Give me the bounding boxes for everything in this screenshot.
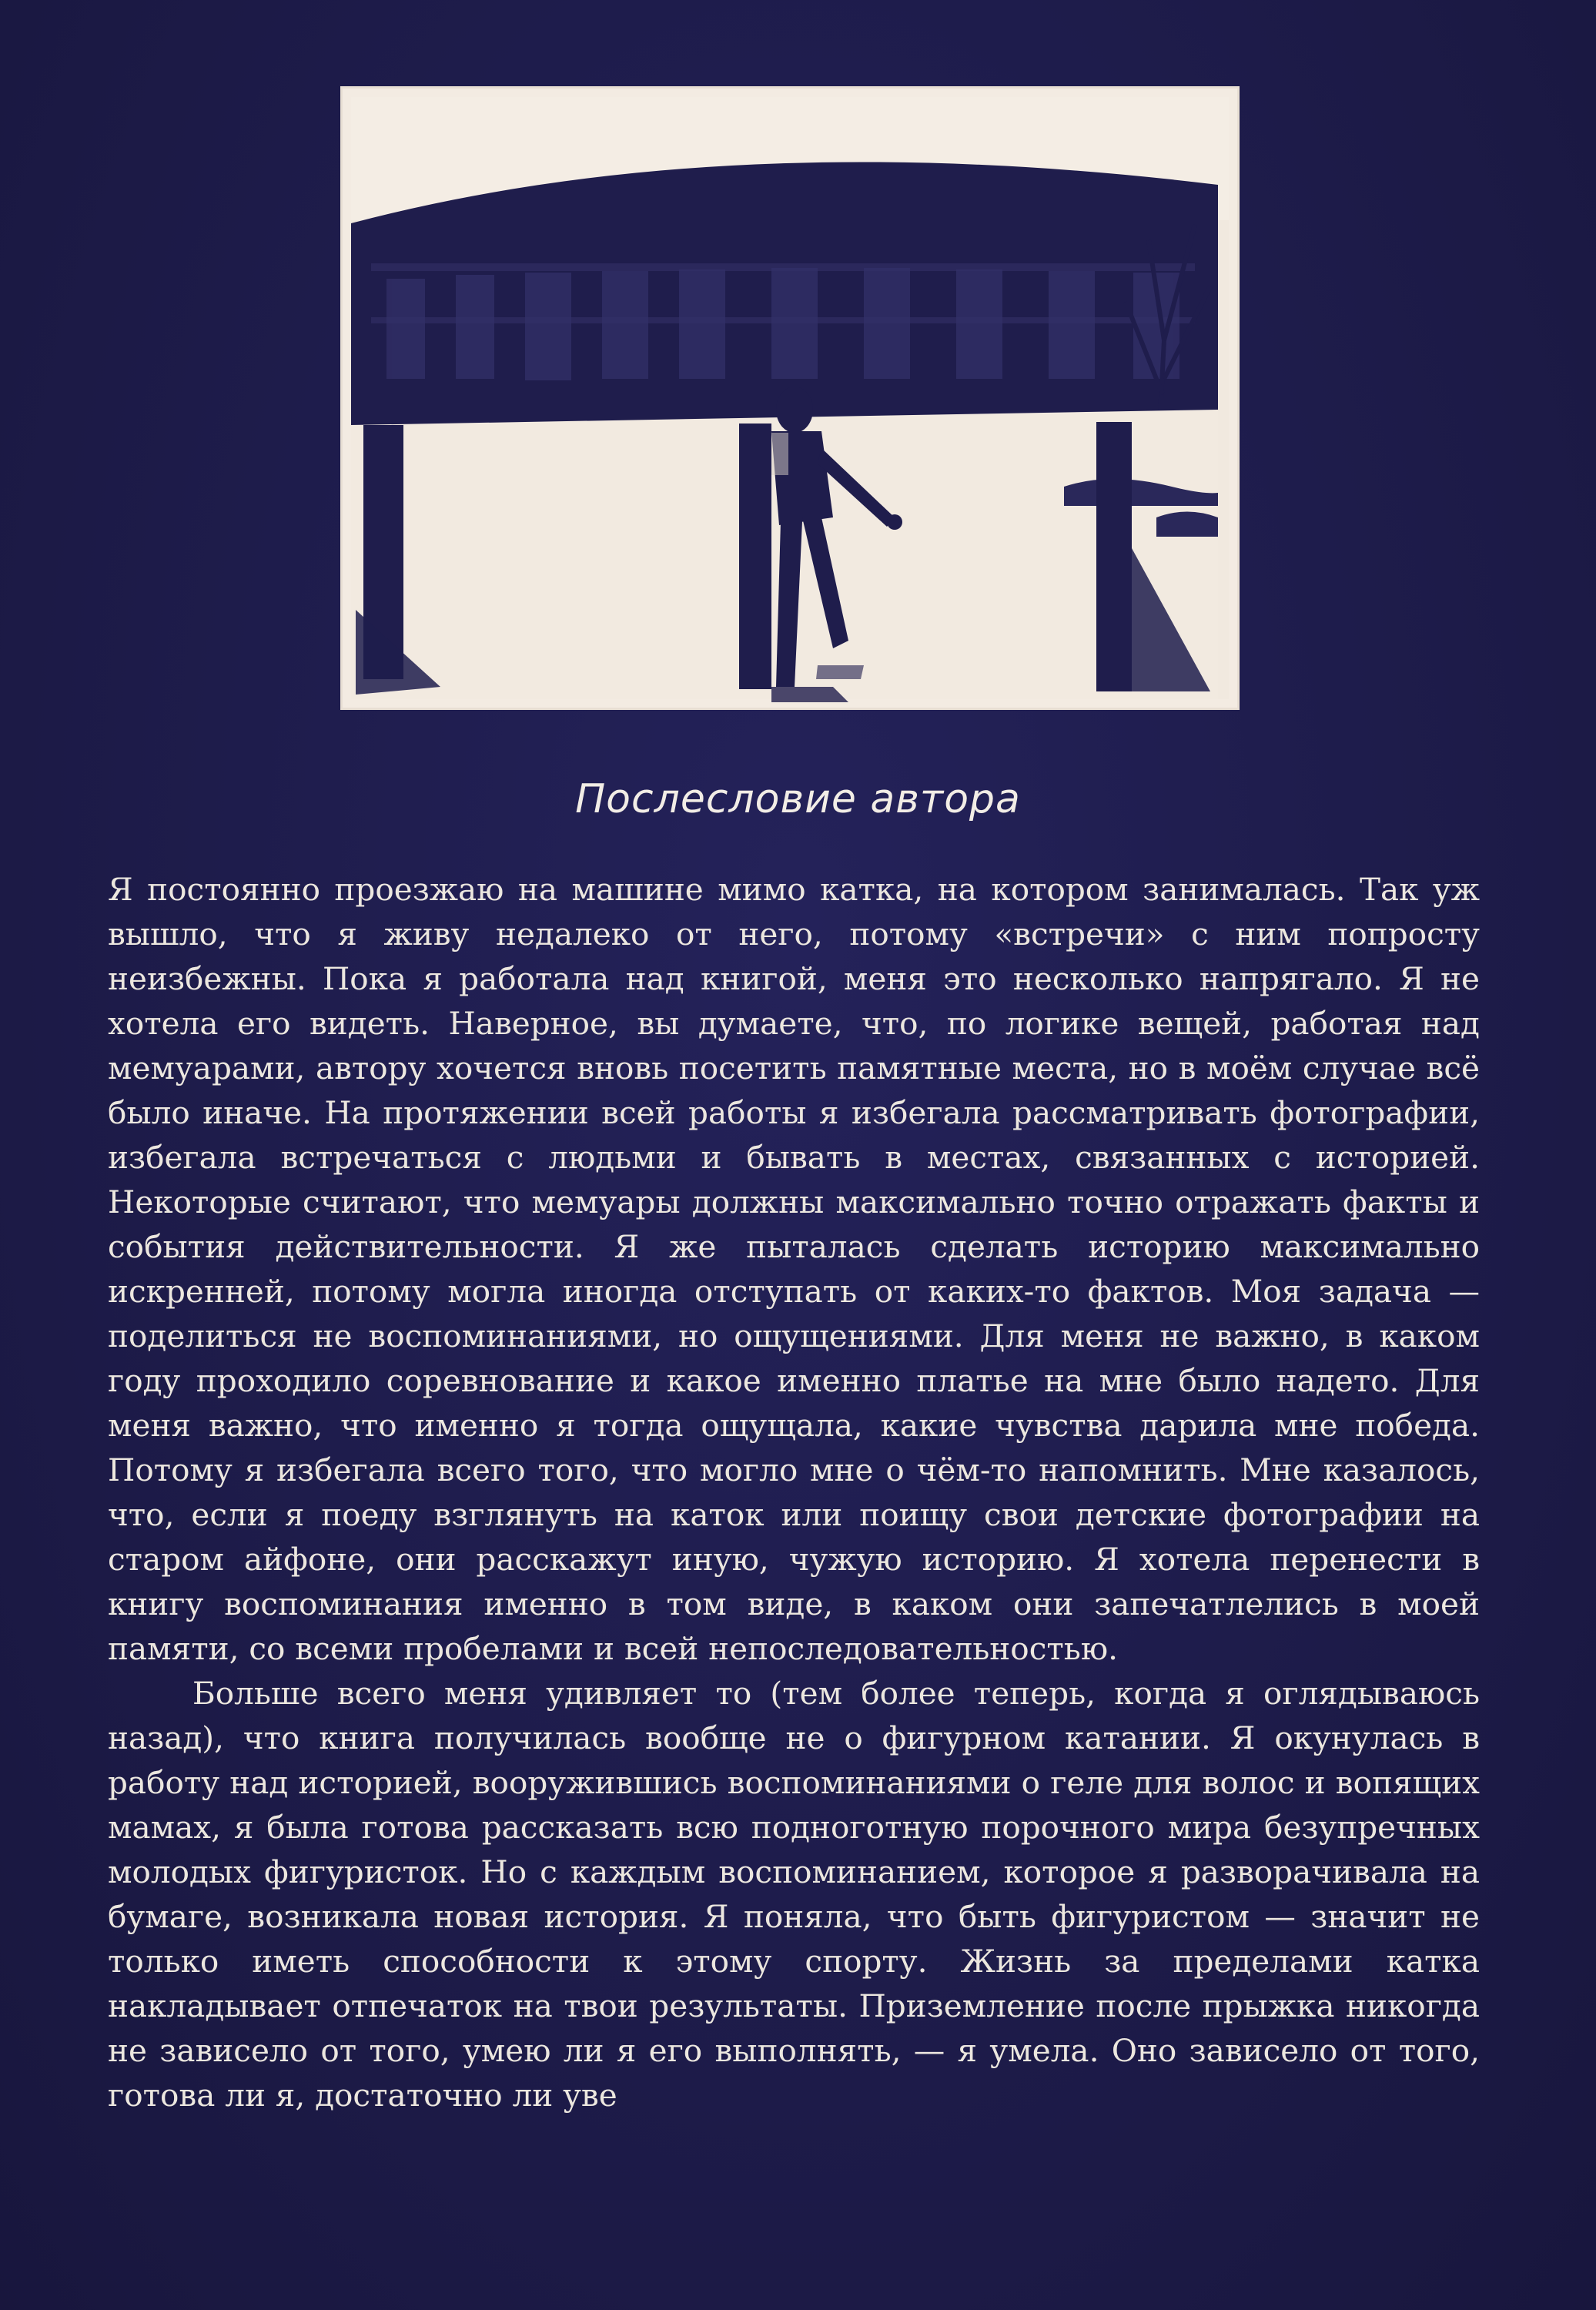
rink-photo <box>340 86 1240 710</box>
page-title: Послесловие автора <box>575 776 1021 822</box>
body-text <box>108 867 1480 2118</box>
paragraph: Больше всего меня удивляет то (тем более теперь, когда я оглядываюсь назад), что книга получилась вообще не о фигурном катании. Я окунулась в работу над историей, вооружившись воспоминаниями о геле для волос и вопящих мамах, я была готова рассказать всю подноготную порочного мира безупречных молодых фигуристок. Но с каждым воспоминанием, которое я разворачивала на бумаге, возникала новая история. Я поняла, что быть фигуристом — значит не только иметь способности к этому спорту. Жизнь за пределами катка накладывает отпечаток на твои результаты. Приземление после прыжка никогда не зависело от того, умею ли я его выполнять, — я умела. Оно зависело от того, готова ли я, достаточно ли уве <box>108 1675 1480 2114</box>
rink-photo-icon <box>340 86 1240 710</box>
paragraph: Я постоянно проезжаю на машине мимо катка, на котором занималась. Так уж вышло, что я живу недалеко от него, потому «встречи» с ним попросту неизбежны. Пока я работала над книгой, меня это несколько напрягало. Я не хотела его видеть. Наверное, вы думаете, что, по логике вещей, работая над мемуарами, автору хочется вновь посетить памятные места, но в моём случае всё было иначе. На протяжении всей работы я избегала рассматривать фотографии, избегала встречаться с людьми и бывать в местах, связанных с историей. Некоторые считают, что мемуары должны максимально точно отражать факты и события действительности. Я же пыталась сделать историю максимально искренней, потому могла иногда отступать от каких-то фактов. Моя задача — поделиться не воспоминаниями, но ощущениями. Для меня не важно, в каком году проходило соревнование и какое именно платье на мне было надето. Для меня важно, что именно я тогда ощущала, какие чувства дарила мне победа. Потому я избегала всего того, что могло мне о чём-то напомнить. Мне казалось, что, если я поеду взглянуть на каток или поищу свои детские фотографии на старом айфоне, они расскажут иную, чужую историю. Я хотела перенести в книгу воспоминания именно в том виде, в каком они запечатлелись в моей памяти, со всеми пробелами и всей непоследовательностью. <box>108 871 1480 1667</box>
